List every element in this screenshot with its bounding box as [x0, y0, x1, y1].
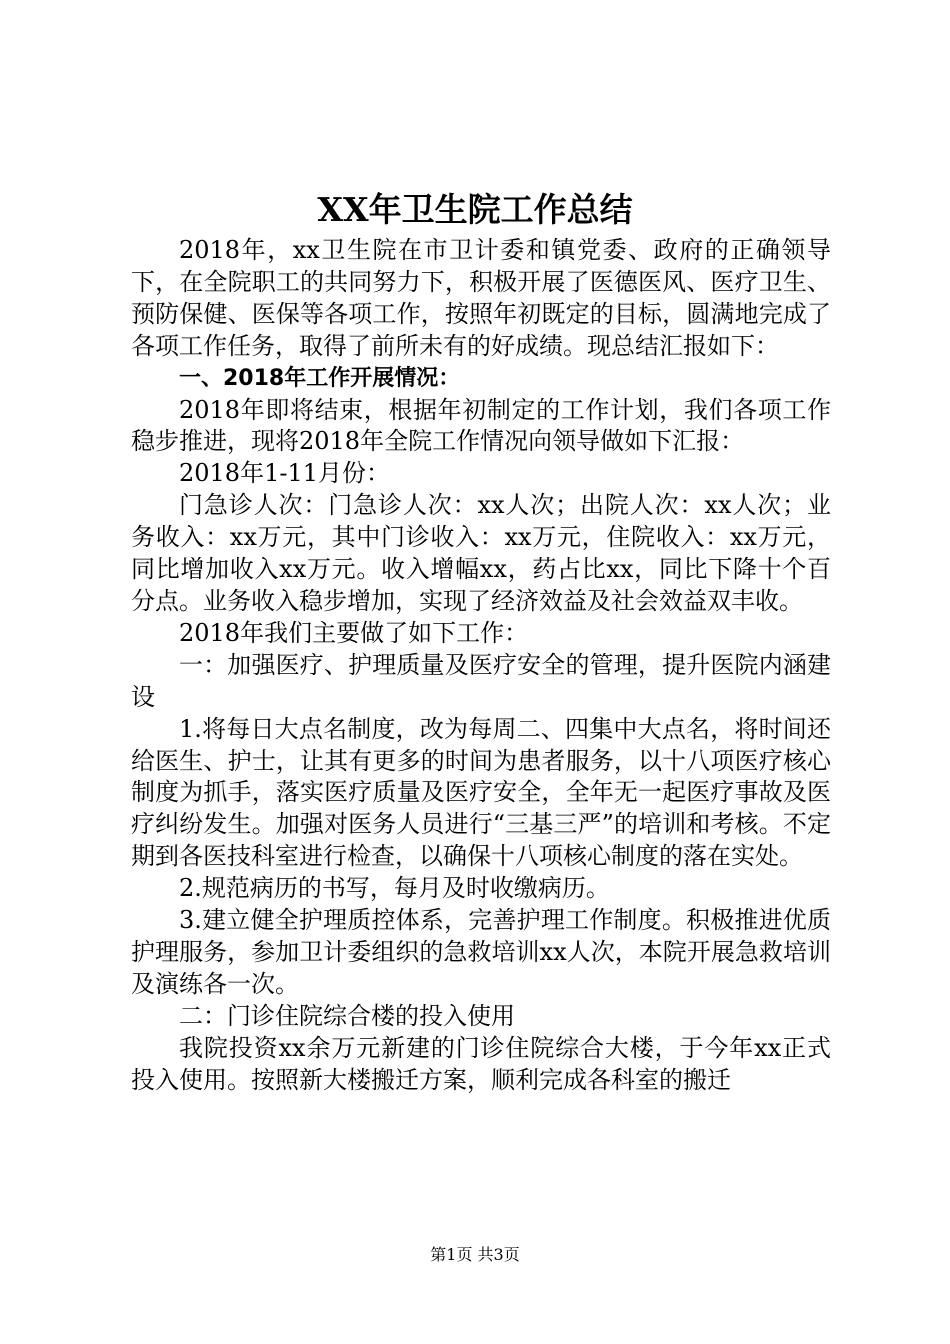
subsection-heading-1: 一：加强医疗、护理质量及医疗安全的管理，提升医院内涵建设: [131, 650, 831, 711]
paragraph-overview: 2018年即将结束，根据年初制定的工作计划，我们各项工作稳步推进，现将2018年全院工作情况向领导做如下汇报：: [131, 395, 831, 456]
list-item-1: 1.将每日大点名制度，改为每周二、四集中大点名，将时间还给医生、护士，让其有更多的时间为患者服务，以十八项医疗核心制度为抓手，落实医疗质量及医疗安全，全年无一起医疗事故及医疗纠纷发生。加强对医务人员进行“三基三严”的培训和考核。不定期到各医技科室进行检查，以确保十八项核心制度的落在实处。: [131, 714, 831, 871]
list-item-2: 2.规范病历的书写，每月及时收缴病历。: [179, 874, 610, 903]
paragraph-period: 2018年1-11月份：: [179, 459, 390, 488]
page-number-footer: 第1页 共3页: [430, 1245, 520, 1264]
document-title: XX年卫生院工作总结: [317, 190, 633, 229]
paragraph-work-intro: 2018年我们主要做了如下工作：: [179, 618, 529, 647]
document-body: [131, 235, 831, 1096]
section-heading-1: 一、2018年工作开展情况：: [179, 365, 461, 391]
paragraph-statistics: 门急诊人次：门急诊人次：xx人次；出院人次：xx人次；业务收入：xx万元，其中门诊收入：xx万元，住院收入：xx万元，同比增加收入xx万元。收入增幅xx，药占比xx，同比下降十个百分点。业务收入稳步增加，实现了经济效益及社会效益双丰收。: [131, 491, 831, 615]
paragraph-building: 我院投资xx余万元新建的门诊住院综合大楼，于今年xx正式投入使用。按照新大楼搬迁方案，顺利完成各科室的搬迁: [131, 1033, 831, 1094]
paragraph-intro: 2018年，xx卫生院在市卫计委和镇党委、政府的正确领导下，在全院职工的共同努力下，积极开展了医德医风、医疗卫生、预防保健、医保等各项工作，按照年初既定的目标，圆满地完成了各项工作任务，取得了前所未有的好成绩。现总结汇报如下：: [131, 236, 831, 360]
list-item-3: 3.建立健全护理质控体系，完善护理工作制度。积极推进优质护理服务，参加卫计委组织的急救培训xx人次，本院开展急救培训及演练各一次。: [131, 906, 831, 998]
subsection-heading-2: 二：门诊住院综合楼的投入使用: [179, 1001, 515, 1030]
